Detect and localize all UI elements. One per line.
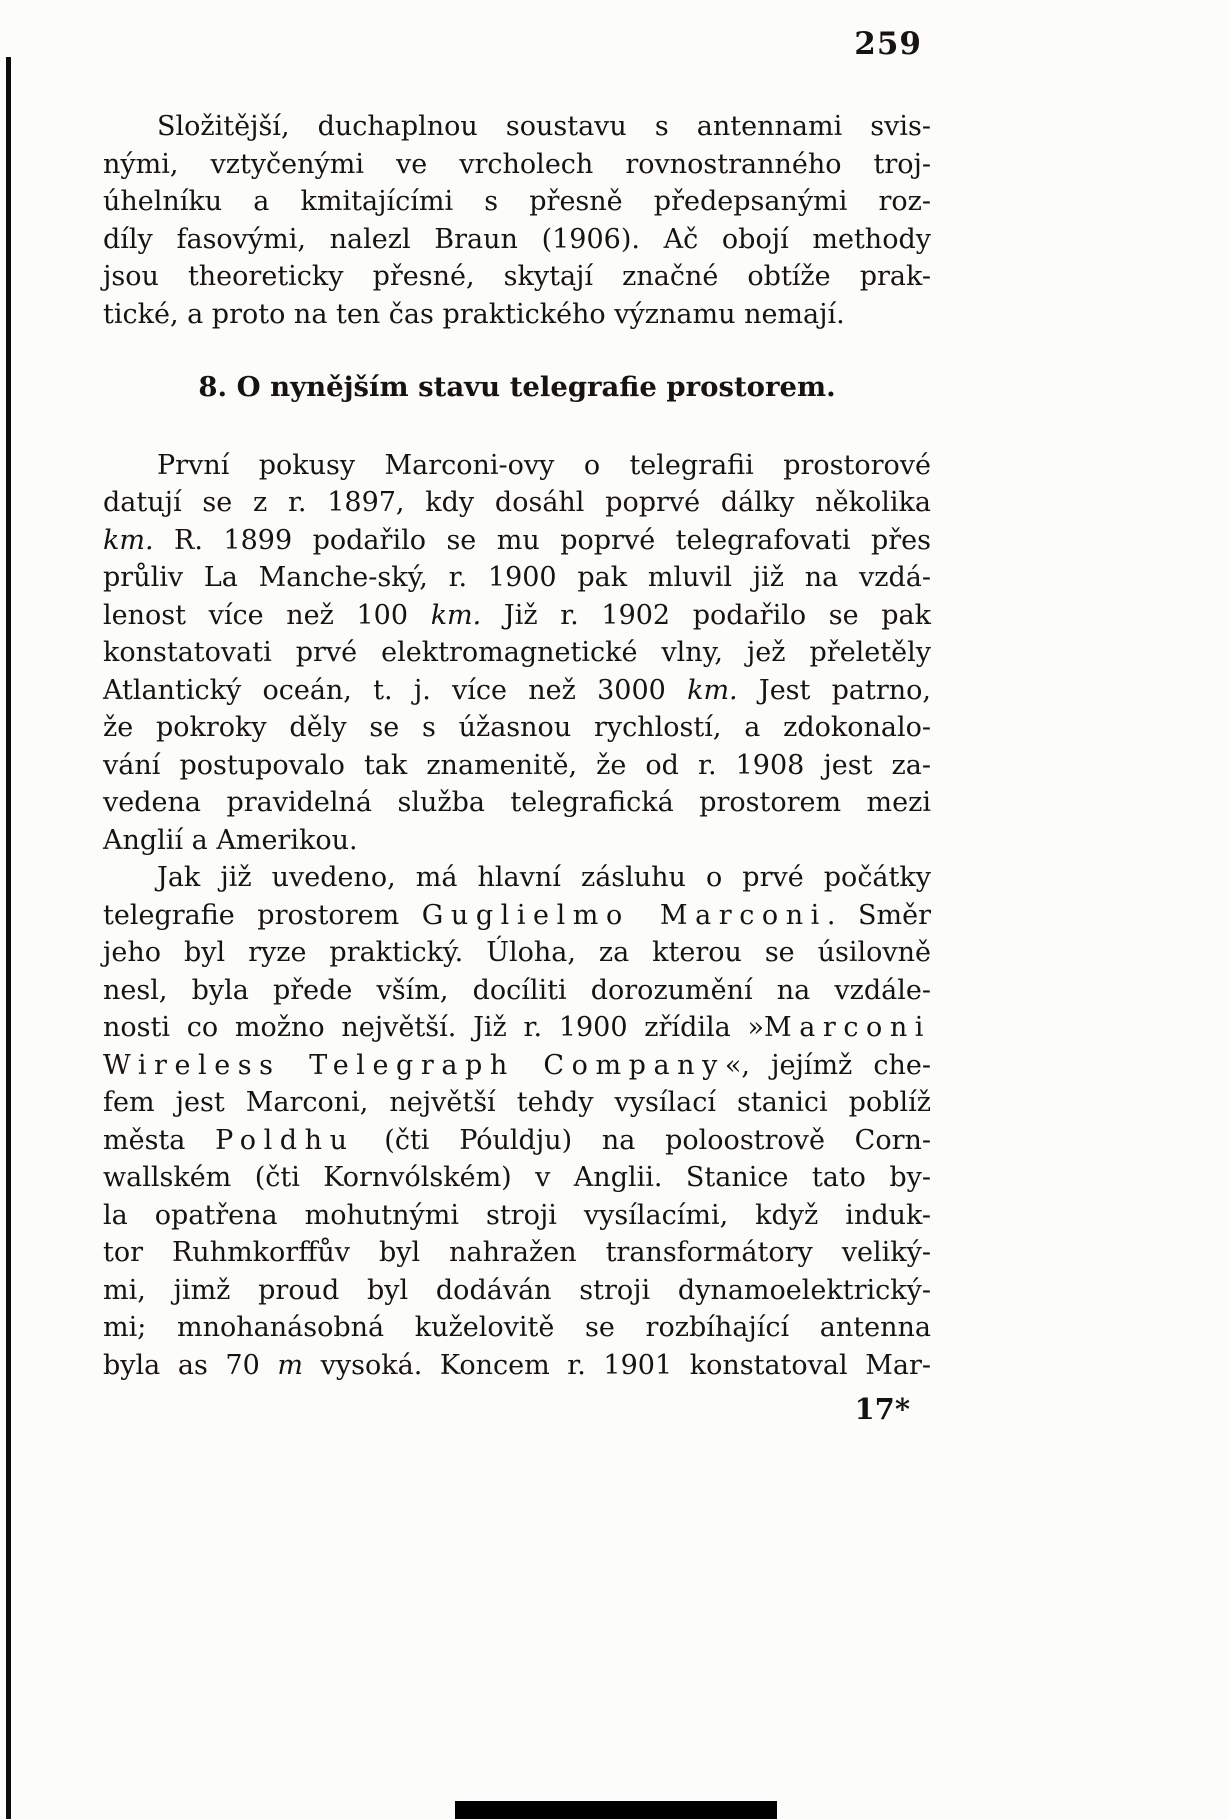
text-body <box>103 108 931 1384</box>
text-line <box>103 784 931 822</box>
text-line <box>103 1122 931 1160</box>
paragraph <box>103 108 931 333</box>
text-line <box>103 1084 931 1122</box>
paragraph <box>103 447 931 860</box>
text-segment: tor Ruhmkorffův byl nahražen transformátory veliký- <box>103 1237 931 1268</box>
text-line <box>103 1234 931 1272</box>
text-line <box>103 183 931 221</box>
text-segment: m <box>277 1349 304 1381</box>
text-line <box>103 484 931 522</box>
text-segment: Atlantický oceán, t. j. více než 3000 <box>103 674 688 706</box>
text-segment: Složitější, duchaplnou soustavu s antennami svis- <box>157 111 931 142</box>
text-line <box>103 1309 931 1347</box>
text-segment: (čti Póuldju) na poloostrově Corn- <box>354 1124 932 1156</box>
text-segment: nosti co možno největší. Již r. 1900 zřídila » <box>103 1012 765 1043</box>
text-segment: nými, vztyčenými ve vrcholech rovnostranného troj- <box>103 148 931 180</box>
text-segment: R. 1899 podařilo se mu poprvé telegrafovati přes <box>153 524 931 556</box>
text-line <box>103 1047 931 1085</box>
section-heading: 8. O nynějším stavu telegrafie prostorem. <box>198 371 836 403</box>
text-line <box>103 859 931 897</box>
text-segment: km. <box>103 524 154 556</box>
text-line <box>103 934 931 972</box>
text-line <box>103 897 931 935</box>
text-segment: . Směr <box>826 899 932 931</box>
text-segment: mi; mnohanásobná kuželovitě se rozbíhající antenna <box>103 1312 931 1343</box>
text-segment: km. <box>430 599 482 631</box>
text-line <box>103 447 931 485</box>
text-line <box>103 559 931 597</box>
text-segment: Jest patrno, <box>737 674 931 706</box>
page-number: 259 <box>854 26 922 62</box>
text-line <box>103 747 931 785</box>
scan-page-edge-line <box>6 57 11 1819</box>
text-segment: mi, jimž proud byl dodáván stroji dynamoelektrický- <box>103 1274 931 1306</box>
text-segment: města <box>103 1124 216 1156</box>
text-line <box>103 709 931 747</box>
text-segment: fem jest Marconi, největší tehdy vysílací stanici poblíž <box>103 1087 931 1118</box>
text-segment: že pokroky děly se s úžasnou rychlostí, a zdokonalo- <box>103 712 931 743</box>
text-line <box>103 1159 931 1197</box>
text-segment: lenost více než 100 <box>103 599 431 631</box>
text-segment: Poldhu <box>215 1124 355 1156</box>
sheet-signature-mark: 17* <box>854 1392 910 1426</box>
text-segment: Wireless Telegraph Company <box>103 1049 725 1081</box>
text-segment: konstatovati prvé elektromagnetické vlny, jež přeletěly <box>103 637 931 668</box>
text-line <box>103 972 931 1010</box>
text-segment: jeho byl ryze praktický. Úloha, za kterou se úsilovně <box>103 937 931 968</box>
text-segment: Marconi <box>764 1012 931 1043</box>
text-segment: vání postupovalo tak znamenitě, že od r. 1908 jest za- <box>103 749 931 781</box>
text-line <box>103 296 931 334</box>
text-line <box>103 672 931 710</box>
text-segment: Jak již uvedeno, má hlavní zásluhu o prvé počátky <box>157 862 931 893</box>
text-line <box>103 258 931 296</box>
text-line <box>103 1009 931 1047</box>
text-segment: la opatřena mohutnými stroji vysílacími, když induk- <box>103 1199 931 1231</box>
text-line <box>103 597 931 635</box>
text-segment: «, jejímž che- <box>724 1049 931 1081</box>
text-segment: jsou theoreticky přesné, skytají značné obtíže prak- <box>103 261 931 292</box>
text-segment: byla as 70 <box>103 1349 278 1381</box>
scan-artifact-bar <box>455 1801 777 1819</box>
text-segment: úhelníku a kmitajícími s přesně předepsanými roz- <box>103 186 931 217</box>
text-line <box>103 221 931 259</box>
text-segment: km. <box>687 674 738 706</box>
text-line <box>103 108 931 146</box>
text-line <box>103 146 931 184</box>
text-segment: vedena pravidelná služba telegrafická prostorem mezi <box>103 787 931 818</box>
text-segment: vysoká. Koncem r. 1901 konstatoval Mar- <box>303 1349 932 1381</box>
text-segment: Guglielmo Marconi <box>421 899 827 931</box>
text-segment: telegrafie prostorem <box>103 899 422 931</box>
text-line <box>103 522 931 560</box>
text-line <box>103 634 931 672</box>
text-segment: nesl, byla přede vším, docíliti dorozumění na vzdále- <box>103 974 931 1006</box>
text-line <box>103 1272 931 1310</box>
text-segment: tické, a proto na ten čas praktického významu nemají. <box>103 298 845 330</box>
text-segment: Anglií a Amerikou. <box>103 824 358 856</box>
text-segment: První pokusy Marconi-ovy o telegrafii prostorové <box>157 449 931 481</box>
text-line <box>103 1197 931 1235</box>
paragraph <box>103 859 931 1384</box>
text-line <box>103 1347 931 1385</box>
text-segment: průliv La Manche-ský, r. 1900 pak mluvil již na vzdá- <box>103 562 931 593</box>
text-segment: datují se z r. 1897, kdy dosáhl poprvé dálky několika <box>103 487 931 518</box>
text-line <box>103 822 931 860</box>
text-segment: Již r. 1902 podařilo se pak <box>481 599 931 631</box>
text-segment: wallském (čti Kornvólském) v Anglii. Stanice tato by- <box>103 1162 931 1193</box>
text-segment: díly fasovými, nalezl Braun (1906). Ač obojí methody <box>103 223 931 255</box>
